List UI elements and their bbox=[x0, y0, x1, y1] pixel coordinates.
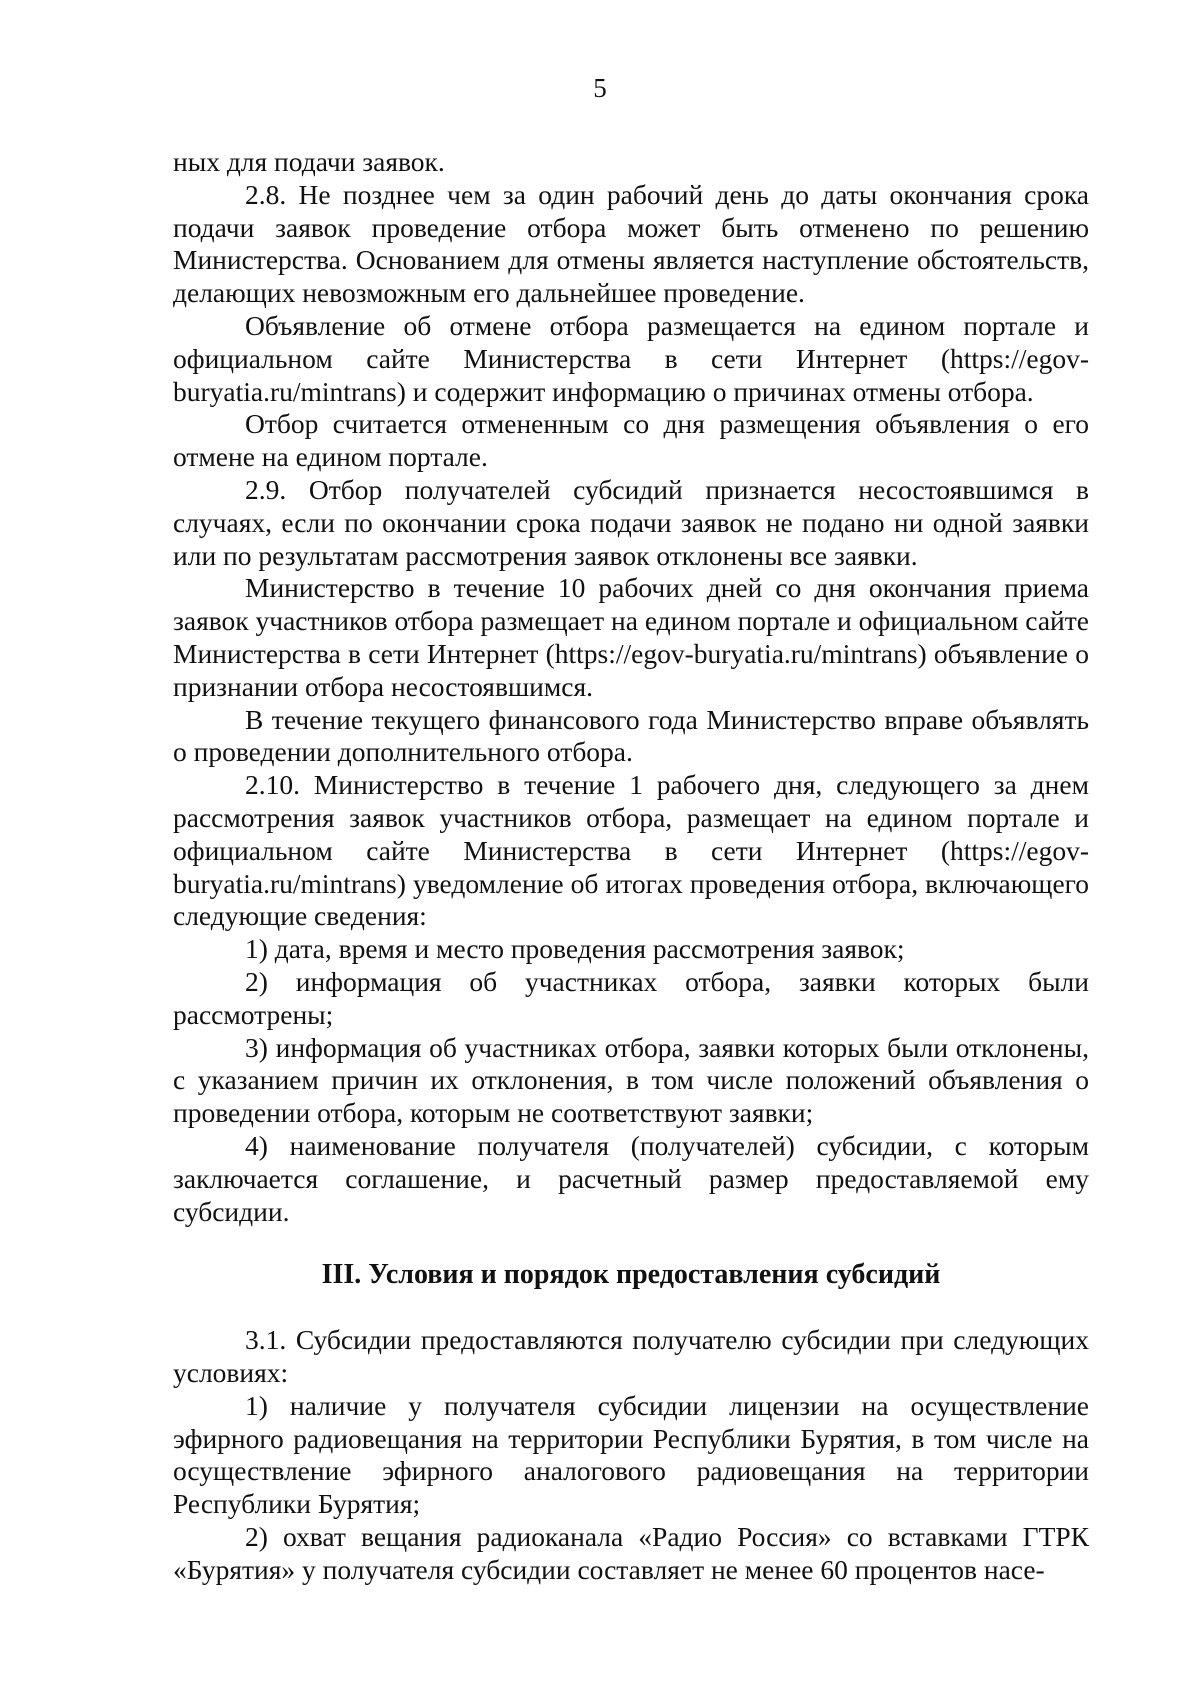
paragraph-2-10: 2.10. Министерство в течение 1 рабочего дня, следующего за днем рассмотрения заявок участников отбора, размещает на едином портале и официальном сайте Министерства в сети Интернет (https://egov-buryatia.ru/mintrans) уведомление об итогах проведения отбора, включающего следующие сведения: bbox=[173, 769, 1089, 932]
list-item-2: 2) информация об участниках отбора, заявки которых были рассмотрены; bbox=[173, 965, 1089, 1030]
list-item-1: 1) дата, время и место проведения рассмотрения заявок; bbox=[245, 933, 905, 965]
list-item-4: 4) наименование получателя (получателей) субсидии, с которым заключается соглашение, и расчетный размер предоставляемой ему субсидии. bbox=[173, 1129, 1089, 1227]
paragraph-2-9: 2.9. Отбор получателей субсидий признается несостоявшимся в случаях, если по окончании срока подачи заявок не подано ни одной заявки или по результатам рассмотрения заявок отклонены все заявки. bbox=[173, 473, 1089, 571]
paragraph-cancel-effective: Отбор считается отмененным со дня размещения объявления о его отмене на едином портале. bbox=[173, 408, 1089, 473]
condition-item-2: 2) охват вещания радиоканала «Радио Россия» со вставками ГТРК «Бурятия» у получателя субсидии составляет не менее 60 процентов насе- bbox=[173, 1521, 1089, 1585]
paragraph-failed-announcement: Министерство в течение 10 рабочих дней со дня окончания приема заявок участников отбора размещает на едином портале и официальном сайте Министерства в сети Интернет (https://egov-buryatia.ru/mintrans) объявление о признании отбора несостоявшимся. bbox=[173, 572, 1089, 702]
paragraph-additional-selection: В течение текущего финансового года Министерство вправе объявлять о проведении дополнительного отбора. bbox=[173, 703, 1089, 768]
document-body bbox=[173, 146, 1089, 1587]
list-item-3: 3) информация об участниках отбора, заявки которых были отклонены, с указанием причин их отклонения, в том числе положений объявления о проведении отбора, которым не соответствуют заявки; bbox=[173, 1031, 1089, 1129]
paragraph-cancel-announcement: Объявление об отмене отбора размещается на едином портале и официальном сайте Министерства в сети Интернет (https://egov-buryatia.ru/mintrans) и содержит информацию о причинах отмены отбора. bbox=[173, 309, 1089, 407]
page-number: 5 bbox=[593, 73, 607, 103]
section-heading: III. Условия и порядок предоставления субсидий bbox=[321, 1259, 941, 1291]
paragraph-continuation: ных для подачи заявок. bbox=[173, 146, 445, 177]
paragraph-2-8: 2.8. Не позднее чем за один рабочий день до даты окончания срока подачи заявок проведение отбора может быть отменено по решению Министерства. Основанием для отмены является наступление обстоятельств, делающих невозможным его дальнейшее проведение. bbox=[173, 178, 1089, 309]
paragraph-3-1: 3.1. Субсидии предоставляются получателю субсидии при следующих условиях: bbox=[173, 1324, 1089, 1389]
condition-item-1: 1) наличие у получателя субсидии лицензии на осуществление эфирного радиовещания на территории Республики Бурятия, в том числе на осуществление эфирного аналогового радиовещания на территории Республики Бурятия; bbox=[173, 1389, 1089, 1520]
